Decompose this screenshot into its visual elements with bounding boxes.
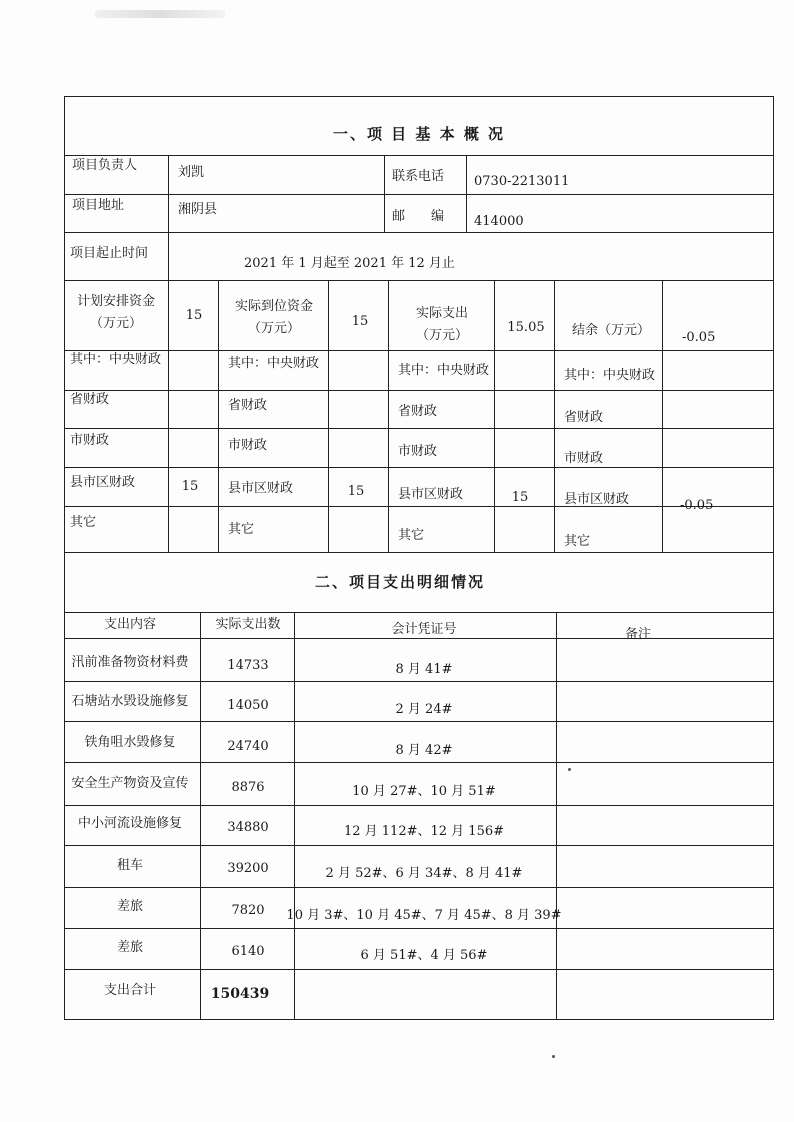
expense-content: 铁角咀水毁修复	[84, 735, 176, 750]
arrived-label-1: 实际到位资金	[234, 299, 314, 314]
postcode-value: 414000	[474, 214, 524, 229]
expense-voucher: 8 月 42#	[395, 743, 453, 758]
address-value: 湘阴县	[178, 202, 218, 217]
expense-content: 汛前准备物资材料费	[71, 655, 189, 670]
funds-row-label: 县市区财政	[70, 475, 136, 490]
funds-row-label: 其它	[70, 515, 97, 530]
arrived-label-2: （万元）	[247, 321, 301, 336]
expense-content: 差旅	[116, 899, 144, 914]
section2-title: 二、项目支出明细情况	[314, 573, 486, 591]
period-value: 2021 年 1 月起至 2021 年 12 月止	[244, 256, 455, 271]
funds-row-value: 15	[347, 484, 365, 499]
col-header-note: 备注	[624, 627, 652, 642]
expense-amount: 24740	[227, 739, 269, 754]
expense-amount: 8876	[231, 780, 265, 795]
section1-title: 一、项 目 基 本 概 况	[332, 125, 506, 143]
phone-value: 0730-2213011	[474, 174, 570, 189]
expense-voucher: 12 月 112#、12 月 156#	[343, 824, 505, 839]
expense-amount: 14050	[227, 698, 269, 713]
postcode-label: 邮 编	[392, 209, 445, 224]
funds-row-label: 其它	[228, 522, 255, 537]
expense-voucher: 10 月 3#、10 月 45#、7 月 45#、8 月 39#	[286, 908, 562, 923]
period-label: 项目起止时间	[70, 246, 149, 261]
expense-content: 石塘站水毁设施修复	[71, 694, 189, 709]
col-header-content: 支出内容	[103, 617, 157, 632]
funds-row-label: 市财政	[398, 444, 438, 459]
address-label: 项目地址	[72, 198, 125, 213]
expense-voucher: 10 月 27#、10 月 51#	[352, 784, 496, 799]
funds-row-label: 省财政	[70, 392, 110, 407]
funds-row-label: 市财政	[564, 451, 604, 466]
expense-voucher: 2 月 24#	[395, 702, 453, 717]
expense-content: 差旅	[116, 940, 144, 955]
funds-row-label: 其中：中央财政	[70, 352, 162, 367]
planned-label-2: （万元）	[89, 316, 143, 331]
balance-label: 结余（万元）	[572, 323, 651, 338]
balance-value: -0.05	[682, 330, 716, 345]
scan-speck	[552, 1055, 555, 1058]
expense-amount: 7820	[231, 903, 265, 918]
funds-row-label: 省财政	[398, 404, 438, 419]
col-header-amount: 实际支出数	[215, 617, 281, 632]
total-label: 支出合计	[103, 983, 157, 998]
expense-amount: 6140	[231, 944, 265, 959]
arrived-value: 15	[351, 314, 369, 329]
funds-row-value: -0.05	[680, 498, 714, 513]
funds-row-label: 其中：中央财政	[398, 363, 490, 378]
funds-row-value: 15	[511, 490, 529, 505]
spent-label-1: 实际支出	[415, 306, 469, 321]
expense-amount: 34880	[227, 820, 269, 835]
funds-row-label: 县市区财政	[228, 481, 294, 496]
leader-label: 项目负责人	[72, 158, 138, 173]
expense-content: 中小河流设施修复	[77, 816, 183, 831]
col-header-voucher: 会计凭证号	[391, 622, 457, 637]
leader-value: 刘凯	[178, 165, 205, 180]
expense-amount: 14733	[227, 658, 269, 673]
scan-speck	[568, 768, 571, 771]
expense-content: 安全生产物资及宣传	[71, 776, 189, 791]
phone-label: 联系电话	[392, 169, 445, 184]
spent-value: 15.05	[507, 320, 545, 335]
funds-row-label: 省财政	[228, 398, 268, 413]
expense-voucher: 2 月 52#、6 月 34#、8 月 41#	[325, 866, 523, 881]
funds-row-label: 其它	[398, 528, 425, 543]
spent-label-2: （万元）	[415, 328, 469, 343]
funds-row-label: 市财政	[70, 433, 110, 448]
expense-content: 租车	[116, 858, 144, 873]
scan-mark	[95, 10, 225, 18]
funds-row-label: 其中：中央财政	[564, 368, 656, 383]
total-value: 150439	[210, 986, 270, 1002]
funds-row-label: 县市区财政	[564, 492, 630, 507]
planned-value: 15	[185, 308, 203, 323]
funds-row-value: 15	[181, 479, 199, 494]
funds-row-label: 县市区财政	[398, 487, 464, 502]
expense-amount: 39200	[227, 861, 269, 876]
funds-row-label: 其它	[564, 534, 591, 549]
expense-voucher: 6 月 51#、4 月 56#	[360, 948, 488, 963]
planned-label-1: 计划安排资金	[76, 294, 156, 309]
funds-row-label: 省财政	[564, 410, 604, 425]
funds-row-label: 其中：中央财政	[228, 356, 320, 371]
expense-voucher: 8 月 41#	[395, 662, 453, 677]
funds-row-label: 市财政	[228, 438, 268, 453]
